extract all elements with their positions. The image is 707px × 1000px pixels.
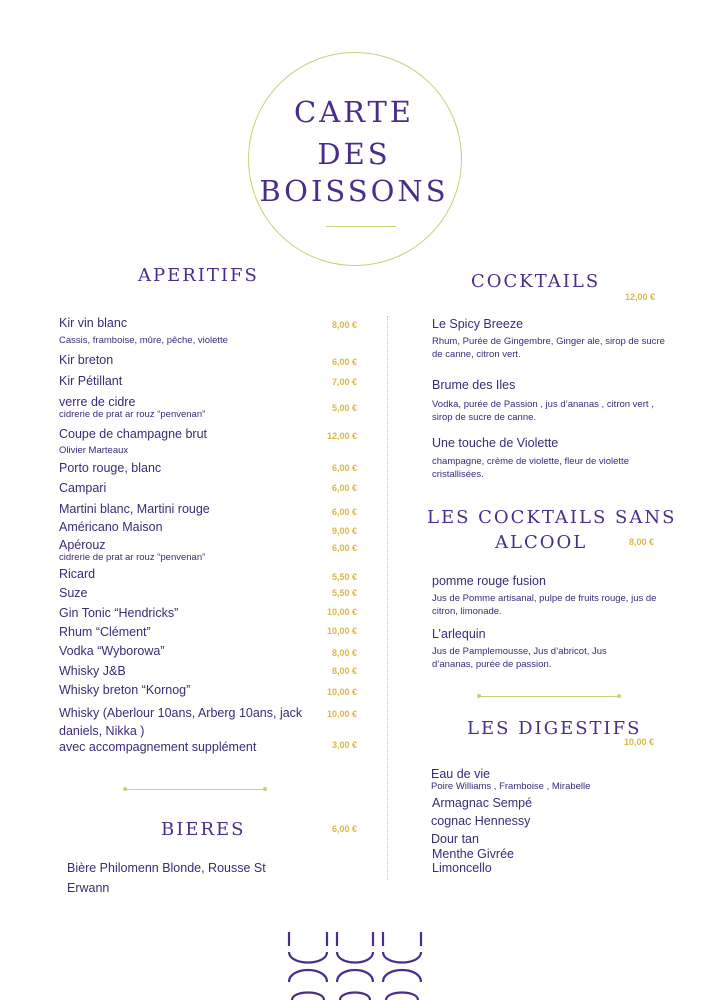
cocktails-heading: COCKTAILS — [471, 271, 601, 292]
menu-item-martini: Martini blanc, Martini rouge — [59, 502, 210, 516]
digestif-menthe-givree: Menthe Givrée — [432, 847, 514, 861]
menu-item-whisky-kornog: Whisky breton “Kornog” — [59, 683, 191, 697]
menu-item-kir-vin-blanc-sub: Cassis, framboise, mûre, pêche, violette — [59, 335, 228, 346]
price-rhum: 10,00 € — [326, 626, 357, 636]
menu-item-kir-vin-blanc: Kir vin blanc — [59, 316, 128, 330]
menu-item-coupe-champagne: Coupe de champagne brut — [59, 427, 208, 441]
price-cocktails: 12,00 € — [624, 292, 655, 302]
bieres-heading: BIERES — [161, 819, 246, 840]
price-coupe-champagne: 12,00 € — [326, 431, 357, 441]
menu-item-kir-breton: Kir breton — [59, 353, 114, 367]
cocktail-spicy-breeze-desc: Rhum, Purée de Gingembre, Ginger ale, sirop de sucre de canne, citron vert. — [432, 336, 665, 360]
menu-item-aperouz-sub: cidrerie de prat ar rouz “penvenan” — [59, 552, 206, 563]
price-campari: 6,00 € — [331, 483, 357, 493]
cocktail-touche-violette: Une touche de Violette — [432, 436, 559, 450]
price-bieres: 6,00 € — [331, 824, 357, 834]
digestif-cognac: cognac Hennessy — [431, 814, 531, 828]
price-suze: 5,50 € — [331, 588, 357, 598]
bieres-text: Bière Philomenn Blonde, Rousse St Erwann — [67, 861, 266, 895]
price-americano: 9,00 € — [331, 526, 357, 536]
cocktail-touche-violette-desc: champagne, crème de violette, fleur de violette cristallisées. — [432, 456, 629, 480]
digestif-eau-de-vie-sub: Poire Williams , Framboise , Mirabelle — [431, 781, 591, 792]
price-vodka: 8,00 € — [331, 648, 357, 658]
decorative-logo-icon — [280, 926, 430, 1000]
price-aperouz: 6,00 € — [331, 543, 357, 553]
digestifs-heading: LES DIGESTIFS — [467, 718, 642, 739]
price-kir-vin-blanc: 8,00 € — [331, 320, 357, 330]
price-whisky-kornog: 10,00 € — [326, 687, 357, 697]
price-whisky-jb: 8,00 € — [331, 666, 357, 676]
aperitifs-heading: APERITIFS — [138, 265, 259, 286]
menu-item-whisky-selection: Whisky (Aberlour 10ans, Arberg 10ans, jack daniels, Nikka ) — [59, 706, 303, 738]
price-kir-breton: 6,00 € — [331, 357, 357, 367]
left-divider — [125, 789, 265, 790]
title-underline — [326, 226, 396, 227]
price-digestifs: 10,00 € — [623, 737, 654, 747]
menu-item-verre-de-cidre: verre de cidre — [59, 395, 136, 409]
sans-alcool-heading-line1: LES COCKTAILS SANS — [427, 507, 677, 528]
price-porto: 6,00 € — [331, 463, 357, 473]
menu-item-americano: Américano Maison — [59, 520, 163, 534]
price-kir-petillant: 7,00 € — [331, 377, 357, 387]
page-title-line1: CARTE — [294, 95, 414, 129]
right-divider — [479, 696, 619, 697]
sans-alcool-arlequin-desc: Jus de Pamplemousse, Jus d’abricot, Jus d’ananas, purée de passion. — [432, 646, 607, 670]
price-verre-de-cidre: 5,00 € — [331, 403, 357, 413]
menu-item-porto: Porto rouge, blanc — [59, 461, 162, 475]
price-whisky-selection: 10,00 € — [326, 709, 357, 719]
menu-item-gin-tonic: Gin Tonic “Hendricks” — [59, 606, 179, 620]
sans-alcool-heading-line2: ALCOOL — [495, 532, 588, 553]
price-ricard: 5,50 € — [331, 572, 357, 582]
digestif-eau-de-vie: Eau de vie — [431, 767, 491, 781]
column-separator — [387, 316, 388, 880]
price-sans-alcool: 8,00 € — [628, 537, 654, 547]
menu-item-campari: Campari — [59, 481, 107, 495]
menu-item-whisky-jb: Whisky J&B — [59, 664, 126, 678]
price-accompagnement: 3,00 € — [331, 740, 357, 750]
cocktail-brume-des-iles: Brume des Iles — [432, 378, 516, 392]
menu-item-accompagnement: avec accompagnement supplément — [59, 740, 257, 754]
sans-alcool-arlequin: L’arlequin — [432, 627, 486, 641]
sans-alcool-pomme-rouge-desc: Jus de Pomme artisanal, pulpe de fruits rouge, jus de citron, limonade. — [432, 593, 657, 617]
menu-item-coupe-champagne-sub: Olivier Marteaux — [59, 445, 129, 456]
digestif-dour-tan: Dour tan — [431, 832, 479, 846]
menu-item-kir-petillant: Kir Pétillant — [59, 374, 123, 388]
menu-item-vodka: Vodka “Wyborowa” — [59, 644, 165, 658]
menu-item-rhum: Rhum “Clément” — [59, 625, 151, 639]
price-martini: 6,00 € — [331, 507, 357, 517]
menu-item-ricard: Ricard — [59, 567, 96, 581]
cocktail-brume-des-iles-desc: Vodka, purée de Passion , jus d’ananas , citron vert , sirop de sucre de canne. — [432, 399, 654, 423]
page-title-line2: DES — [317, 137, 391, 171]
cocktail-spicy-breeze: Le Spicy Breeze — [432, 317, 524, 331]
sans-alcool-pomme-rouge: pomme rouge fusion — [432, 574, 546, 588]
menu-item-aperouz: Apérouz — [59, 538, 106, 552]
price-gin-tonic: 10,00 € — [326, 607, 357, 617]
menu-item-verre-de-cidre-sub: cidrerie de prat ar rouz “penvenan” — [59, 409, 206, 420]
menu-item-suze: Suze — [59, 586, 88, 600]
digestif-armagnac: Armagnac Sempé — [432, 796, 533, 810]
digestif-limoncello: Limoncello — [432, 861, 492, 875]
page-title-line3: BOISSONS — [259, 174, 449, 208]
